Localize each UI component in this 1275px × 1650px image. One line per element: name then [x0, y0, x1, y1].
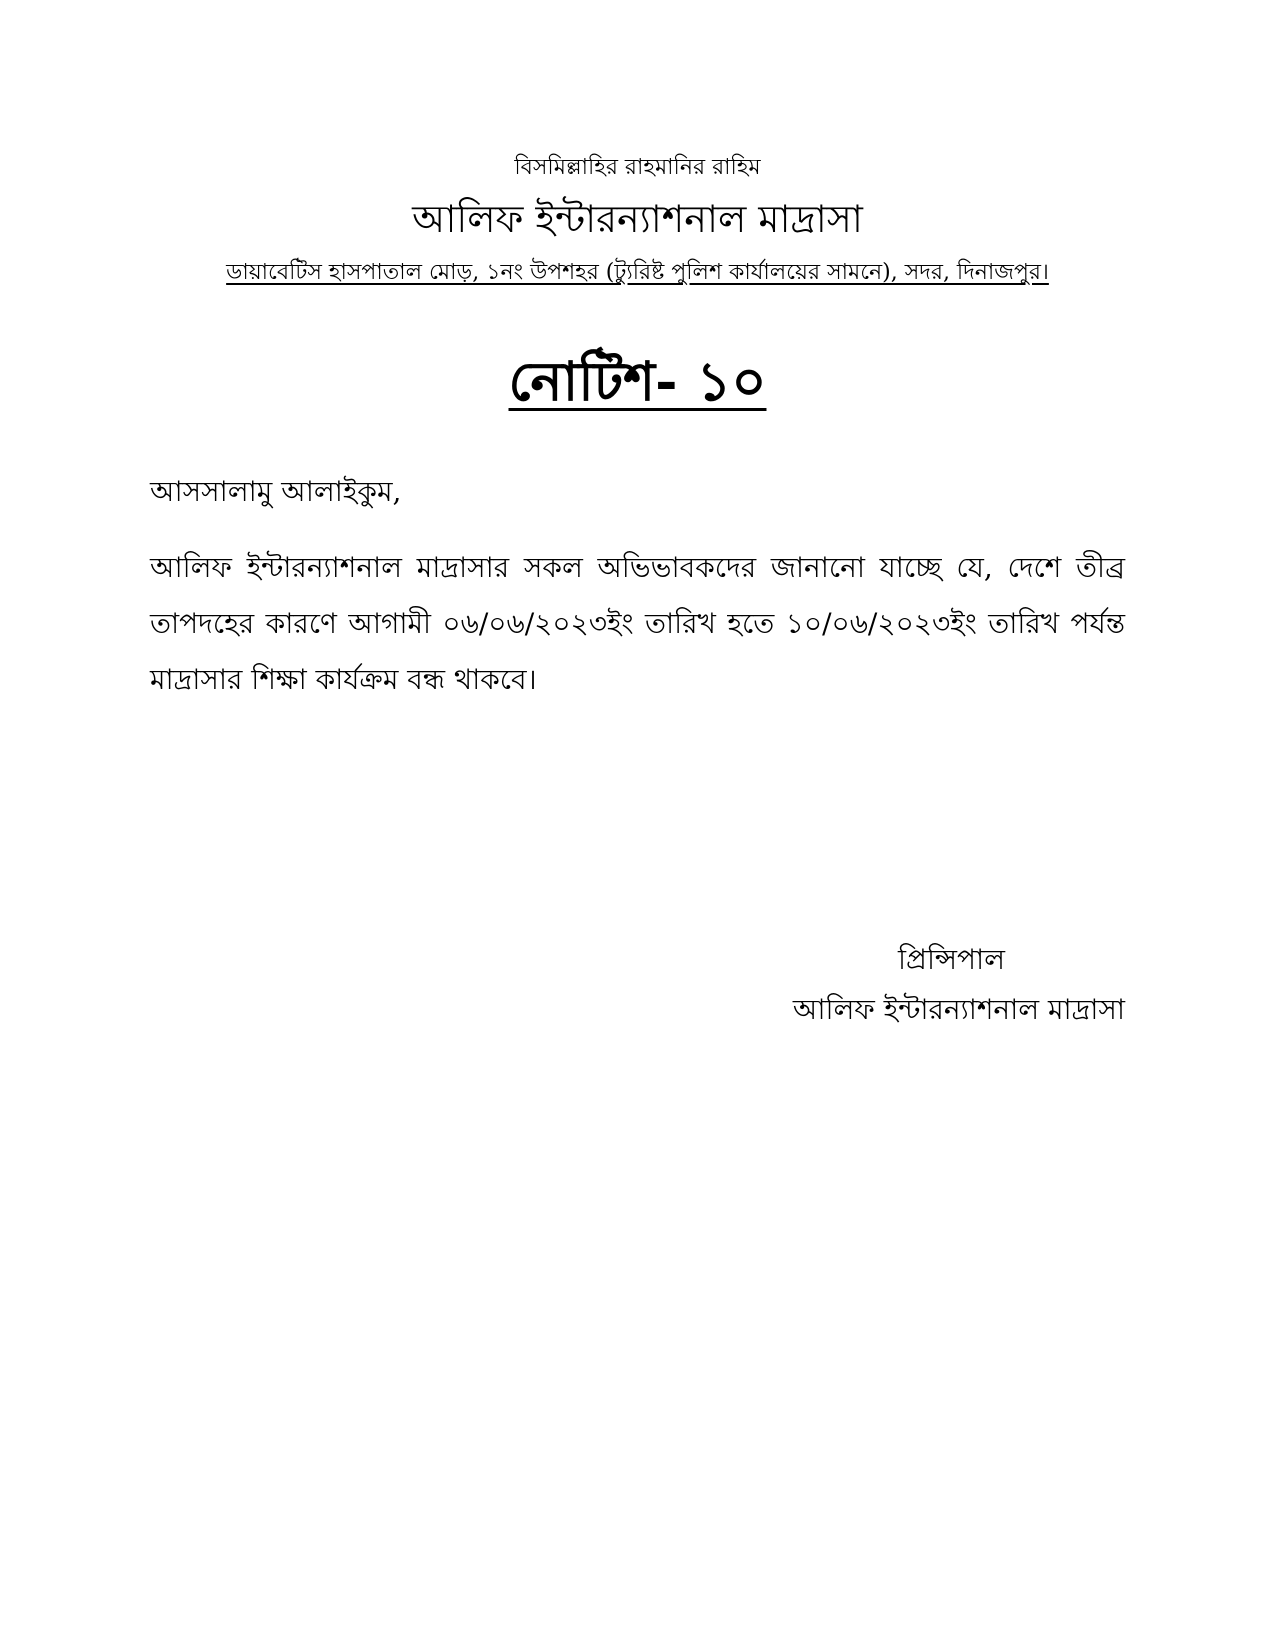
signature-block: [700, 935, 1125, 1035]
signatory-designation: প্রিন্সিপাল: [898, 943, 1005, 976]
notice-body: আলিফ ইন্টারন্যাশনাল মাদ্রাসার সকল অভিভাবকদের জানানো যাচ্ছে যে, দেশে তীব্র তাপদহের কারণে আগামী ০৬/০৬/২০২৩ইং তারিখ হতে ১০/০৬/২০২৩ইং তারিখ পর্যন্ত মাদ্রাসার শিক্ষা কার্যক্রম বন্ধ থাকবে।: [150, 551, 1125, 696]
salutation: আসসালামু আলাইকুম,: [150, 475, 402, 508]
notice-title-text: নোটিশ- ১০: [508, 349, 767, 413]
institution-name: আলিফ ইন্টারন্যাশনাল মাদ্রাসা: [412, 197, 863, 241]
signatory-organization: আলিফ ইন্টারন্যাশনাল মাদ্রাসা: [792, 993, 1125, 1026]
address-text: ডায়াবেটিস হাসপাতাল মোড়, ১নং উপশহর (ট্যুরিষ্ট পুলিশ কার্যালয়ের সামনে), সদর, দিনাজপুর।: [226, 260, 1049, 285]
notice-title: [0, 340, 1275, 430]
address-line: [0, 255, 1275, 292]
bismillah-text: বিসমিল্লাহির রাহমানির রাহিম: [514, 155, 761, 180]
